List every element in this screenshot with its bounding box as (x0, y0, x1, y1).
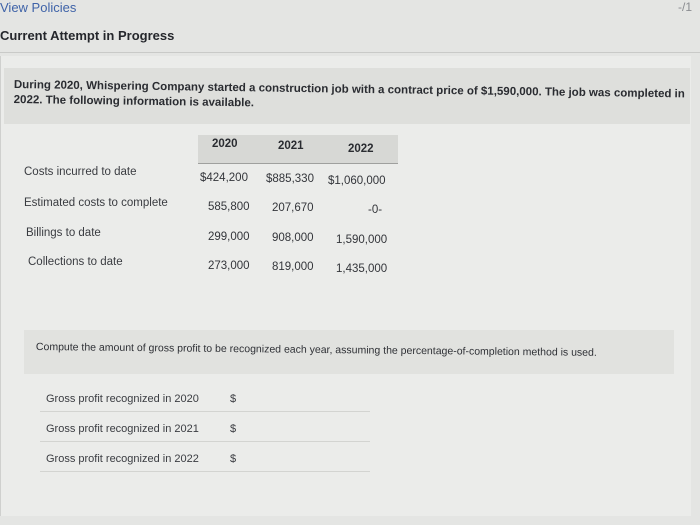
instruction-text: Compute the amount of gross profit to be recognized each year, assuming the percentage-of-completion method is used. (35, 340, 597, 359)
data-table (22, 135, 402, 285)
cell-collections-2021: 819,000 (272, 261, 314, 273)
cell-costs-incurred-2021: $885,330 (266, 173, 314, 185)
row-label-costs-incurred: Costs incurred to date (24, 166, 137, 178)
answer-row-2021 (40, 419, 370, 442)
view-policies-link[interactable]: View Policies (0, 0, 77, 15)
answer-label-2022: Gross profit recognized in 2022 (46, 453, 199, 465)
question-panel (0, 56, 691, 516)
answer-label-2021: Gross profit recognized in 2021 (46, 423, 199, 435)
attempt-status: Current Attempt in Progress (0, 28, 175, 43)
score-indicator: -/1 (677, 0, 692, 14)
cell-estimated-costs-2020: 585,800 (208, 201, 250, 213)
row-label-billings: Billings to date (26, 227, 101, 239)
problem-statement: During 2020, Whispering Company started a construction job with a contract price of $1,590,000. The job was completed in 2022. The following information is available. (13, 78, 685, 110)
column-header-2020: 2020 (212, 138, 238, 150)
cell-estimated-costs-2021: 207,670 (272, 202, 314, 214)
cell-billings-2021: 908,000 (272, 232, 314, 244)
gross-profit-2022-input[interactable] (244, 450, 364, 468)
answer-label-2020: Gross profit recognized in 2020 (46, 393, 199, 405)
cell-costs-incurred-2020: $424,200 (200, 172, 248, 184)
answer-row-2020 (40, 389, 370, 412)
column-header-2021: 2021 (278, 140, 304, 152)
cell-estimated-costs-2022: -0- (368, 204, 383, 216)
row-label-estimated-costs: Estimated costs to complete (24, 197, 168, 209)
currency-symbol: $ (230, 453, 237, 465)
cell-billings-2020: 299,000 (208, 231, 250, 243)
header-divider (0, 52, 700, 53)
currency-symbol: $ (230, 423, 237, 435)
cell-collections-2020: 273,000 (208, 260, 250, 272)
answer-row-2022 (40, 449, 370, 472)
gross-profit-2020-input[interactable] (244, 390, 364, 408)
gross-profit-2021-input[interactable] (244, 420, 364, 438)
row-label-collections: Collections to date (28, 256, 123, 268)
currency-symbol: $ (230, 393, 237, 405)
column-header-2022: 2022 (348, 143, 374, 155)
cell-costs-incurred-2022: $1,060,000 (328, 175, 386, 187)
cell-collections-2022: 1,435,000 (336, 263, 388, 275)
cell-billings-2022: 1,590,000 (336, 234, 388, 246)
